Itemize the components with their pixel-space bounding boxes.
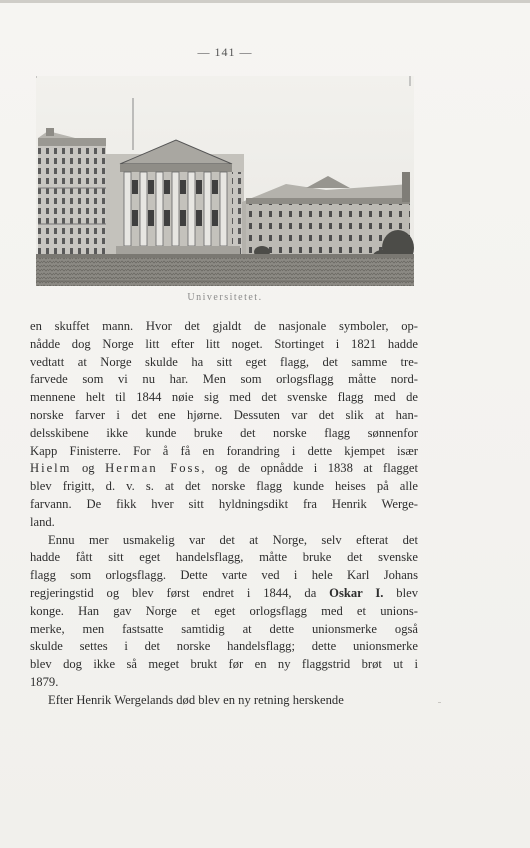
text-segment: merke, men fastsatte samtidig at dette unionsmerke også (30, 621, 418, 636)
text-line (30, 621, 418, 639)
text-line (30, 443, 418, 461)
paragraph (30, 318, 418, 532)
text-segment: en skuffet mann. Hvor det gjaldt de nasjonale symboler, op- (30, 319, 418, 333)
text-line (30, 371, 418, 389)
text-line (30, 674, 418, 692)
text-line (30, 638, 418, 656)
text-line (30, 496, 418, 514)
paragraph (30, 532, 418, 692)
spaced-name: Herman Foss (105, 461, 202, 476)
text-segment: konge. Han gav Norge et eget orlogsflagg med et unions- (30, 603, 418, 618)
page-number: — 141 — (197, 45, 253, 59)
text-line (30, 336, 418, 354)
text-segment: blev frigitt, d. v. s. at det norske flagg kunde heises på alle (30, 479, 418, 494)
text-line (30, 603, 418, 621)
text-line (30, 460, 418, 478)
central-portico-building (106, 140, 244, 254)
text-segment: Efter Henrik Wergelands død blev en ny retning herskende (48, 692, 344, 707)
text-line (30, 585, 418, 603)
text-line (30, 692, 418, 710)
body-text (30, 318, 418, 710)
text-line (30, 532, 418, 550)
text-segment: og (71, 461, 106, 476)
page-top-edge (0, 0, 530, 3)
text-line (30, 549, 418, 567)
paragraph (30, 692, 418, 710)
text-segment: mennene helt til 1844 nøie sig med det svenske flagg med de (30, 390, 418, 405)
text-segment: hadde fått sitt eget handelsflagg, måtte bruke det svenske (30, 550, 418, 565)
text-segment: blev dog ikke så meget brukt før en ny flaggstrid brøt ut i (30, 657, 418, 672)
text-segment: norske farver i det ene hjørne. Dessuten var det slik at han- (30, 407, 418, 422)
text-segment: blev (383, 585, 418, 600)
text-segment: delsskibene ikke kunde bruke det norske flagg sønnenfor (30, 425, 418, 440)
text-segment: Ennu mer usmakelig var det at Norge, selv efterat det (48, 532, 418, 547)
text-segment: farvede som vi nu har. Men som orlogsflagg måtte nord- (30, 372, 418, 387)
text-segment: vedtatt at Norge skulde ha sitt eget flagg, det samme tre- (30, 354, 418, 369)
text-segment: skulde settes i det norske handelsflagg; dette unionsmerke (30, 639, 418, 654)
text-segment: farvann. De fikk hver sitt hyldningsdikt fra Henrik Werge- (30, 496, 418, 511)
bold-name: Oskar I. (329, 585, 384, 600)
text-line (30, 389, 418, 407)
text-line (30, 318, 418, 336)
left-university-building (38, 128, 106, 254)
text-segment: nådde dog Norge litt efter litt noget. Stortinget i 1821 hadde (30, 336, 418, 351)
text-segment: Kapp Finisterre. For å få en forandring i dette kjempet især (30, 443, 418, 458)
figure-caption: Universitetet. (187, 292, 263, 303)
text-line (30, 354, 418, 372)
text-segment: land. (30, 514, 55, 529)
university-buildings-illustration (36, 76, 414, 286)
text-line (30, 567, 418, 585)
text-line (30, 425, 418, 443)
text-line (30, 407, 418, 425)
text-segment: flagg som orlogsflagg. Dette varte ved i hele Karl Johans (30, 568, 418, 583)
text-line (30, 514, 418, 532)
text-line (30, 656, 418, 674)
text-line (30, 478, 418, 496)
spaced-name: Hielm (30, 461, 72, 476)
text-segment: , og de opnådde i 1838 at flagget (201, 461, 418, 476)
text-segment: regjeringstid og blev først endret i 1844, da (30, 585, 330, 600)
margin-mark (438, 702, 441, 703)
text-segment: 1879. (30, 674, 59, 689)
